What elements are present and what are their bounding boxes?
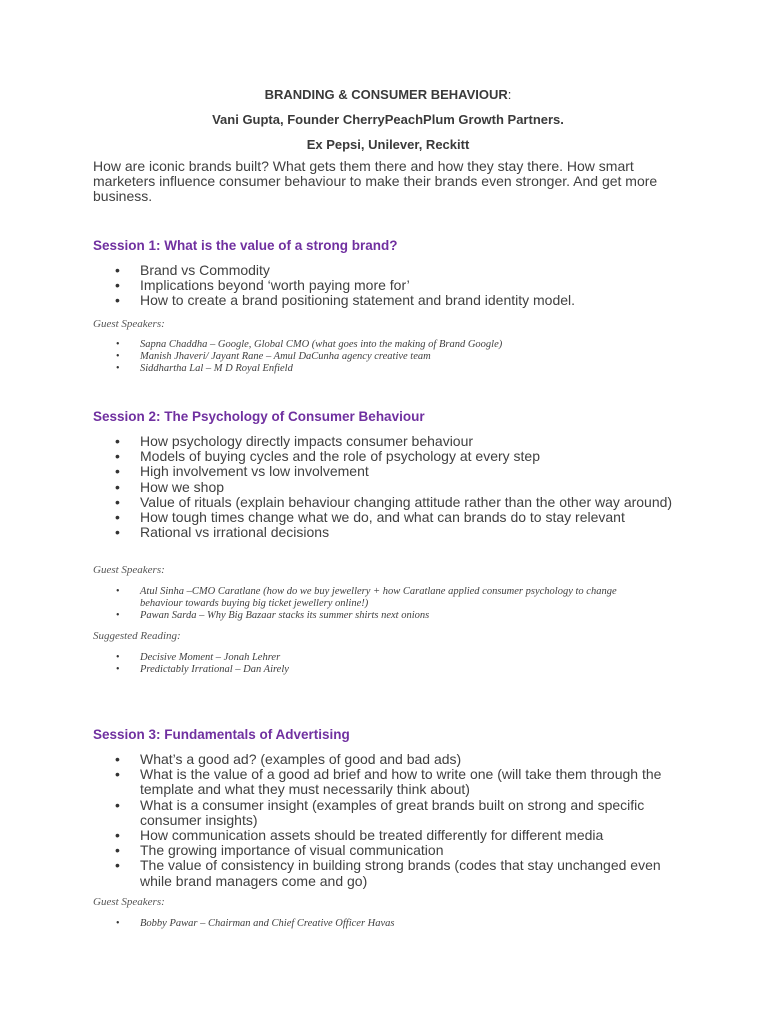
list-item: • Atul Sinha –CMO Caratlane (how do we buy jewellery + how Caratlane applied consumer psychology to change behaviour towards buying big ticket jewellery online!) [93, 586, 683, 610]
list-item: • The value of consistency in building strong brands (codes that stay unchanged even while brand managers come and go) [93, 858, 683, 888]
list-item: • How to create a brand positioning statement and brand identity model. [93, 293, 683, 308]
list-item: • How psychology directly impacts consumer behaviour [93, 434, 683, 449]
session-1-guests [93, 339, 683, 375]
list-item: • What is the value of a good ad brief and how to write one (will take them through the template and what they must necessarily think about) [93, 767, 683, 797]
list-item: • The growing importance of visual communication [93, 843, 683, 858]
list-item: • Predictably Irrational – Dan Airely [93, 664, 683, 676]
session-2-readings [93, 652, 683, 676]
session-3-heading: Session 3: Fundamentals of Advertising [93, 727, 350, 742]
list-item: • Bobby Pawar – Chairman and Chief Creative Officer Havas [93, 918, 683, 930]
session-2-heading: Session 2: The Psychology of Consumer Behaviour [93, 409, 425, 424]
ex-companies-line: Ex Pepsi, Unilever, Reckitt [306, 137, 470, 152]
list-item: • High involvement vs low involvement [93, 464, 683, 479]
list-item: • Implications beyond ‘worth paying more for’ [93, 278, 683, 293]
title-main-text: BRANDING & CONSUMER BEHAVIOUR [264, 87, 508, 102]
document-title [93, 87, 683, 102]
list-item: • Decisive Moment – Jonah Lehrer [93, 652, 683, 664]
list-item: • How tough times change what we do, and what can brands do to stay relevant [93, 510, 683, 525]
list-item: • Value of rituals (explain behaviour changing attitude rather than the other way around) [93, 495, 683, 510]
session-1-guest-label: Guest Speakers: [93, 318, 165, 330]
session-3-guest-label: Guest Speakers: [93, 896, 165, 908]
author-line: Vani Gupta, Founder CherryPeachPlum Growth Partners. [212, 112, 564, 127]
intro-paragraph: How are iconic brands built? What gets them there and how they stay there. How smart marketers influence consumer behaviour to make their brands even stronger. And get more business. [93, 158, 658, 204]
session-2-guests [93, 586, 683, 622]
list-item: • How communication assets should be treated differently for different media [93, 828, 683, 843]
session-2-reading-label: Suggested Reading: [93, 630, 181, 642]
list-item: • Manish Jhaveri/ Jayant Rane – Amul DaCunha agency creative team [93, 351, 683, 363]
session-3-topics [93, 752, 683, 889]
list-item: • What is a consumer insight (examples of great brands built on strong and specific consumer insights) [93, 798, 683, 828]
list-item: • Sapna Chaddha – Google, Global CMO (what goes into the making of Brand Google) [93, 339, 683, 351]
session-1-heading: Session 1: What is the value of a strong brand? [93, 238, 398, 253]
session-1-topics [93, 263, 683, 309]
session-3-guests [93, 918, 683, 930]
list-item: • Brand vs Commodity [93, 263, 683, 278]
list-item: • Models of buying cycles and the role of psychology at every step [93, 449, 683, 464]
list-item: • What’s a good ad? (examples of good and bad ads) [93, 752, 683, 767]
session-2-guest-label: Guest Speakers: [93, 564, 165, 576]
session-2-topics [93, 434, 683, 540]
list-item: • Rational vs irrational decisions [93, 525, 683, 540]
title-colon: : [507, 87, 512, 102]
list-item: • Pawan Sarda – Why Big Bazaar stacks its summer shirts next onions [93, 610, 683, 622]
list-item: • How we shop [93, 480, 683, 495]
list-item: • Siddhartha Lal – M D Royal Enfield [93, 363, 683, 375]
